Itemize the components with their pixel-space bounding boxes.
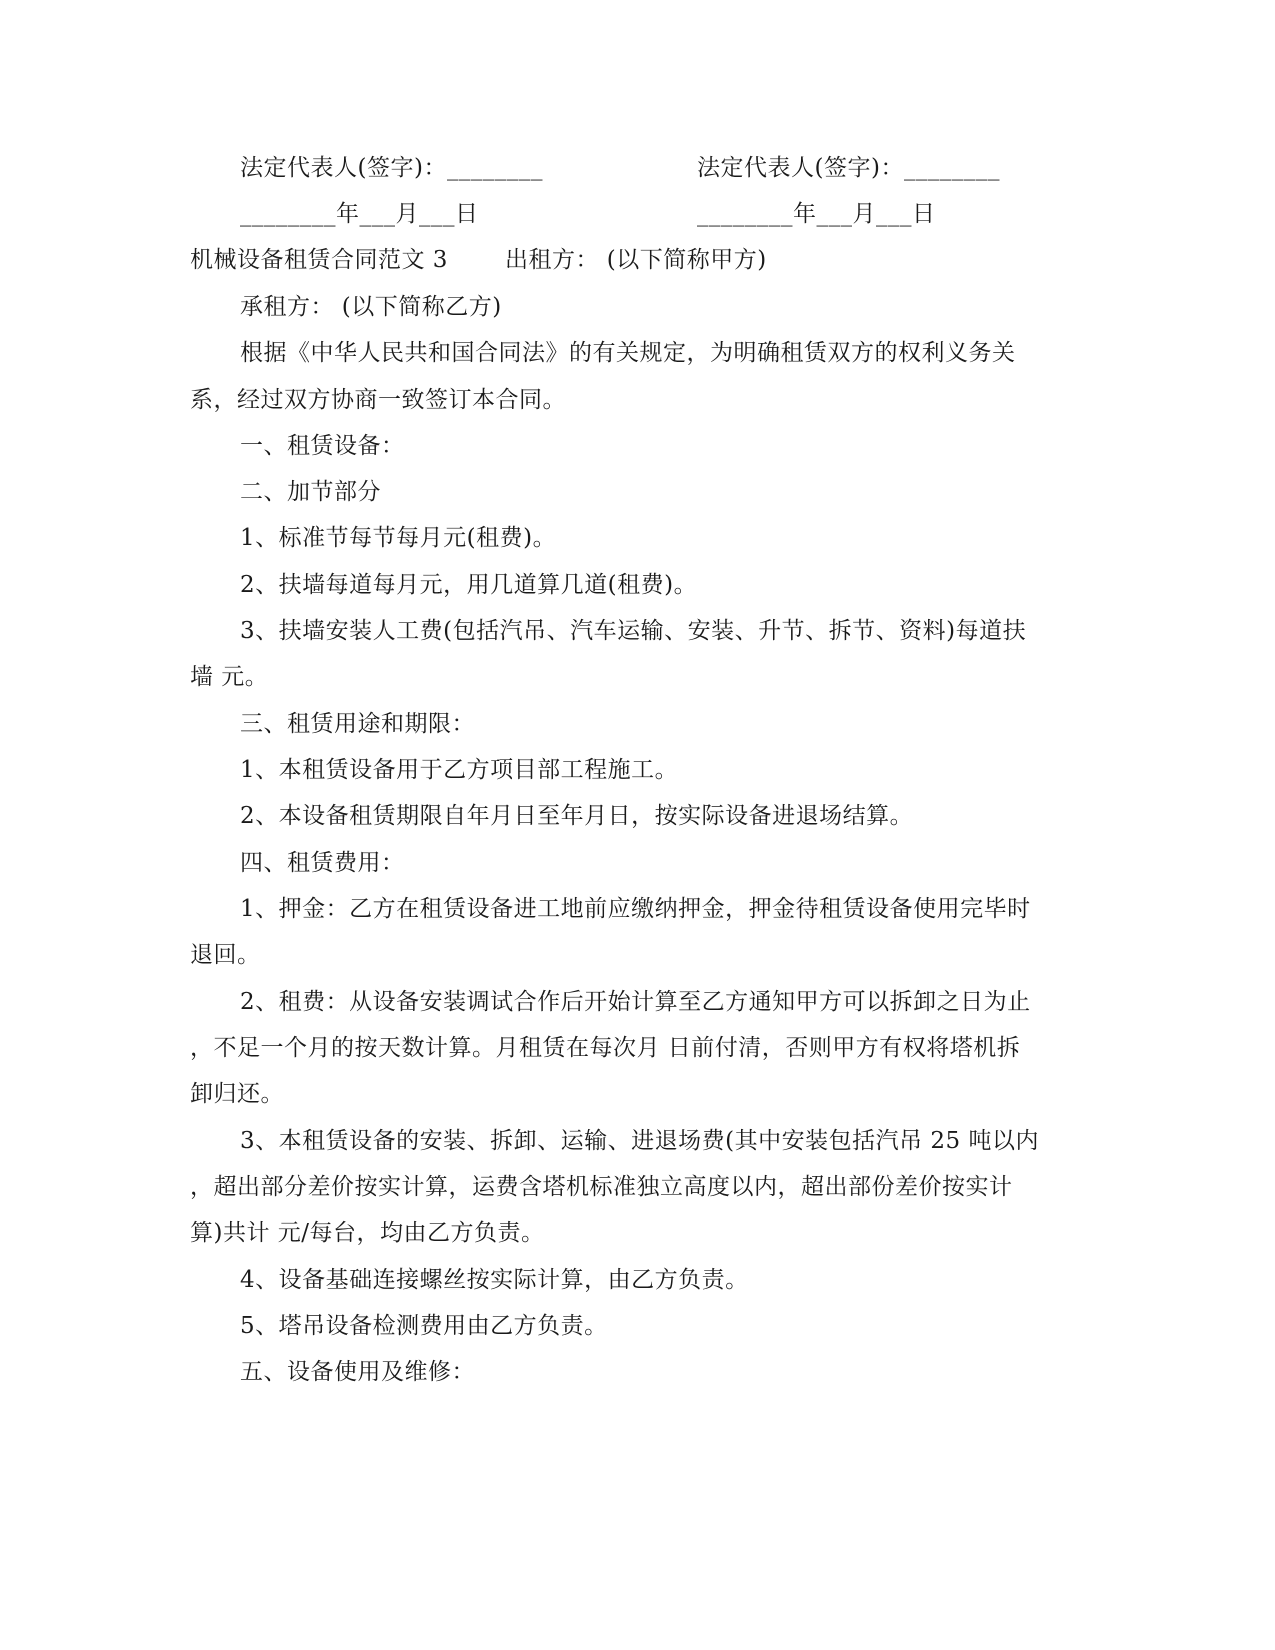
intro-paragraph-line-1: 根据《中华人民共和国合同法》的有关规定，为明确租赁双方的权利义务关 [240, 340, 1016, 366]
section-5-heading: 五、设备使用及维修： [240, 1359, 475, 1385]
left-representative-signature: 法定代表人(签字)：________ [240, 155, 543, 181]
section-4-item-5: 5、塔吊设备检测费用由乙方负责。 [240, 1313, 608, 1339]
section-4-item-3-line-1: 3、本租赁设备的安装、拆卸、运输、进退场费(其中安装包括汽吊 25 吨以内 [240, 1128, 1039, 1154]
section-2-item-3-line-1: 3、扶墙安装人工费(包括汽吊、汽车运输、安装、升节、拆节、资料)每道扶 [240, 618, 1027, 644]
section-3-item-1: 1、本租赁设备用于乙方项目部工程施工。 [240, 757, 679, 783]
right-representative-signature: 法定代表人(签字)：________ [697, 155, 1000, 181]
section-4-item-2-line-2: ，不足一个月的按天数计算。月租赁在每次月 日前付清，否则甲方有权将塔机拆 [190, 1035, 1021, 1061]
section-2-heading: 二、加节部分 [240, 479, 381, 505]
right-signature-date: ________年___月___日 [697, 201, 936, 227]
left-signature-date: ________年___月___日 [240, 201, 479, 227]
section-4-item-3-line-3: 算)共计 元/每台，均由乙方负责。 [190, 1220, 545, 1246]
contract-title: 机械设备租赁合同范文 3 [190, 247, 448, 273]
section-3-item-2: 2、本设备租赁期限自年月日至年月日，按实际设备进退场结算。 [240, 803, 914, 829]
section-2-item-1: 1、标准节每节每月元(租费)。 [240, 525, 557, 551]
section-4-item-1-line-2: 退回。 [190, 942, 261, 968]
section-4-heading: 四、租赁费用： [240, 850, 405, 876]
section-4-item-2-line-1: 2、租费：从设备安装调试合作后开始计算至乙方通知甲方可以拆卸之日为止 [240, 989, 1031, 1015]
section-4-item-3-line-2: ，超出部分差价按实计算，运费含塔机标准独立高度以内，超出部份差价按实计 [190, 1174, 1013, 1200]
intro-paragraph-line-2: 系，经过双方协商一致签订本合同。 [190, 387, 566, 413]
lessor-line: 出租方： (以下简称甲方) [505, 247, 767, 273]
section-4-item-2-line-3: 卸归还。 [190, 1081, 284, 1107]
section-2-item-3-line-2: 墙 元。 [190, 664, 269, 690]
section-4-item-4: 4、设备基础连接螺丝按实际计算，由乙方负责。 [240, 1267, 749, 1293]
section-2-item-2: 2、扶墙每道每月元，用几道算几道(租费)。 [240, 572, 698, 598]
section-1-heading: 一、租赁设备： [240, 433, 405, 459]
lessee-line: 承租方： (以下简称乙方) [240, 294, 502, 320]
section-4-item-1-line-1: 1、押金：乙方在租赁设备进工地前应缴纳押金，押金待租赁设备使用完毕时 [240, 896, 1031, 922]
section-3-heading: 三、租赁用途和期限： [240, 711, 475, 737]
